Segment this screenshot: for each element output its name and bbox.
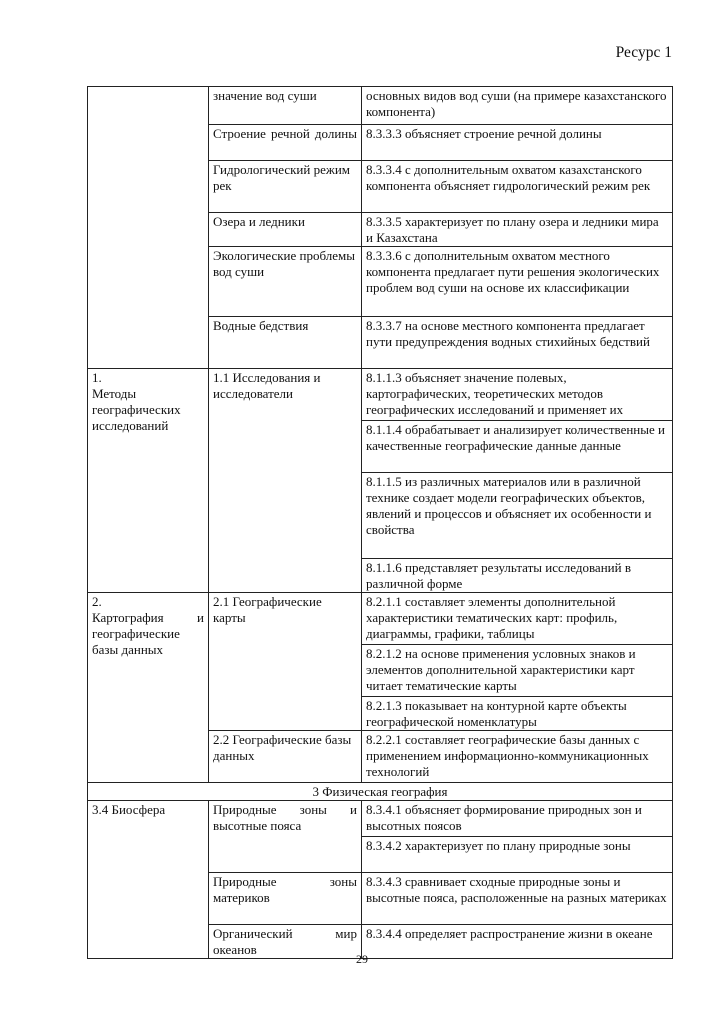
section-cell xyxy=(88,369,209,593)
objective-cell: 8.2.1.1 составляет элементы дополнительной характеристики тематических карт: профиль, диаграммы, графики, таблицы xyxy=(362,593,673,645)
section-cell: 3.4 Биосфера xyxy=(88,801,209,959)
objective-cell: 8.1.1.6 представляет результаты исследований в различной форме xyxy=(362,559,673,593)
objective-cell: 8.1.1.5 из различных материалов или в различной технике создает модели географических объектов, явлений и процессов и объясняет их особенности и свойства xyxy=(362,473,673,559)
objective-cell: 8.1.1.3 объясняет значение полевых, картографических, теоретических методов географических исследований и применяет их xyxy=(362,369,673,421)
objective-cell: 8.3.3.4 с дополнительным охватом казахстанского компонента объясняет гидрологический режим рек xyxy=(362,161,673,213)
section-name: Методы географических исследований xyxy=(92,386,181,433)
objective-cell: 8.3.4.4 определяет распространение жизни в океане xyxy=(362,925,673,959)
objective-cell: 8.2.1.3 показывает на контурной карте объекты географической номенклатуры xyxy=(362,697,673,731)
curriculum-table xyxy=(87,86,673,959)
objective-cell: 8.3.3.6 с дополнительным охватом местного компонента предлагает пути решения экологических проблем вод суши на основе их классификации xyxy=(362,247,673,317)
resource-label: Ресурс 1 xyxy=(615,44,672,61)
objective-cell: 8.2.1.2 на основе применения условных знаков и элементов дополнительной характеристики карт читает тематические карты xyxy=(362,645,673,697)
table-row xyxy=(88,369,673,421)
section-name-line: Картография и xyxy=(92,610,204,625)
topic-cell: 2.2 Географические базы данных xyxy=(209,731,362,783)
objective-cell: 8.3.3.3 объясняет строение речной долины xyxy=(362,125,673,161)
table-row xyxy=(88,801,673,837)
topic-cell: Гидрологический режим рек xyxy=(209,161,362,213)
topic-cell: Водные бедствия xyxy=(209,317,362,369)
topic-line: высотные пояса xyxy=(213,818,302,833)
topic-cell: 1.1 Исследования и исследователи xyxy=(209,369,362,593)
topic-cell: значение вод суши xyxy=(209,87,362,125)
page-number: 29 xyxy=(356,952,368,966)
table-row xyxy=(88,87,673,125)
section-cell xyxy=(88,87,209,369)
objective-cell: основных видов вод суши (на примере казахстанского компонента) xyxy=(362,87,673,125)
section-heading: 3 Физическая география xyxy=(88,783,673,801)
table-row xyxy=(88,783,673,801)
objective-cell: 8.3.3.7 на основе местного компонента предлагает пути предупреждения водных стихийных бедствий xyxy=(362,317,673,369)
topic-cell xyxy=(209,801,362,873)
table-row xyxy=(88,593,673,645)
topic-cell: Озера и ледники xyxy=(209,213,362,247)
topic-cell: 2.1 Географические карты xyxy=(209,593,362,731)
topic-cell: Органический мир океанов xyxy=(209,925,362,959)
objective-cell: 8.1.1.4 обрабатывает и анализирует количественные и качественные географические данные данные xyxy=(362,421,673,473)
topic-line: Природные зоны и xyxy=(213,802,357,817)
topic-cell: Строение речной долины xyxy=(209,125,362,161)
section-number: 1. xyxy=(92,370,102,385)
section-number: 2. xyxy=(92,594,102,609)
topic-cell: Природные зоны материков xyxy=(209,873,362,925)
section-cell xyxy=(88,593,209,783)
objective-cell: 8.3.3.5 характеризует по плану озера и ледники мира и Казахстана xyxy=(362,213,673,247)
topic-cell: Экологические проблемы вод суши xyxy=(209,247,362,317)
objective-cell: 8.3.4.1 объясняет формирование природных зон и высотных поясов xyxy=(362,801,673,837)
objective-cell: 8.3.4.2 характеризует по плану природные зоны xyxy=(362,837,673,873)
section-name: географические базы данных xyxy=(92,626,180,657)
objective-cell: 8.2.2.1 составляет географические базы данных с применением информационно-коммуникационных технологий xyxy=(362,731,673,783)
objective-cell: 8.3.4.3 сравнивает сходные природные зоны и высотные пояса, расположенные на разных материках xyxy=(362,873,673,925)
